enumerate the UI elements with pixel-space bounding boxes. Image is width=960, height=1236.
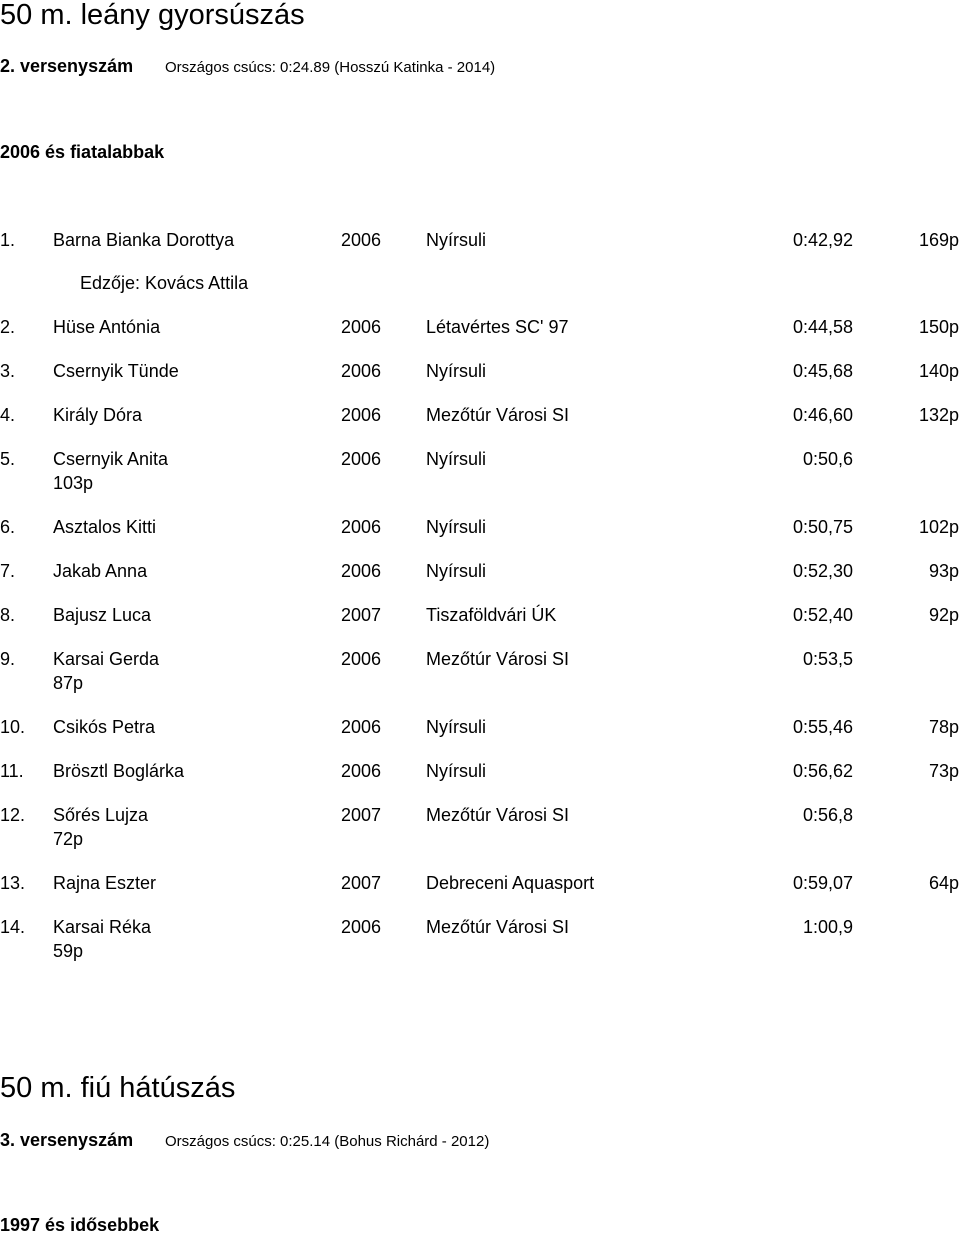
event-number: 2. versenyszám <box>0 56 134 76</box>
club: Létavértes SC' 97 <box>426 317 569 337</box>
time: 0:56,62 <box>792 761 853 781</box>
club: Mezőtúr Városi SI <box>426 917 570 937</box>
place: 5. <box>0 449 16 469</box>
birth-year: 2007 <box>341 605 382 625</box>
swimmer-name: Sőrés Lujza <box>53 805 149 825</box>
birth-year: 2007 <box>341 873 382 893</box>
place: 2. <box>0 317 16 337</box>
result-row <box>0 716 960 746</box>
time: 0:50,6 <box>802 449 853 469</box>
club: Nyírsuli <box>426 361 487 381</box>
swimmer-name: Barna Bianka Dorottya <box>53 230 235 250</box>
swimmer-name: Karsai Réka <box>53 917 152 937</box>
birth-year: 2006 <box>341 561 382 581</box>
event-number: 3. versenyszám <box>0 1130 134 1150</box>
birth-year: 2006 <box>341 649 382 669</box>
points: 78p <box>928 717 959 737</box>
swimmer-name: Karsai Gerda <box>53 649 160 669</box>
club: Nyírsuli <box>426 717 487 737</box>
points: 150p <box>918 317 959 337</box>
result-row <box>0 760 960 790</box>
time: 0:46,60 <box>792 405 853 425</box>
swimmer-name: Csikós Petra <box>53 717 156 737</box>
national-record: Országos csúcs: 0:24.89 (Hosszú Katinka - 2014) <box>165 59 496 76</box>
birth-year: 2006 <box>341 361 382 381</box>
birth-year: 2006 <box>341 761 382 781</box>
points: 169p <box>918 230 959 250</box>
birth-year: 2006 <box>341 405 382 425</box>
swimmer-name: Brösztl Boglárka <box>53 761 185 781</box>
club: Nyírsuli <box>426 449 487 469</box>
result-row <box>0 516 960 546</box>
birth-year: 2007 <box>341 805 382 825</box>
swimmer-name: Bajusz Luca <box>53 605 152 625</box>
points: 132p <box>918 405 959 425</box>
points: 140p <box>918 361 959 381</box>
time: 0:56,8 <box>802 805 853 825</box>
birth-year: 2006 <box>341 449 382 469</box>
place: 12. <box>0 805 26 825</box>
place: 7. <box>0 561 16 581</box>
result-row <box>0 604 960 634</box>
birth-year: 2006 <box>341 230 382 250</box>
points: 59p <box>53 941 84 961</box>
swimmer-name: Csernyik Tünde <box>53 361 179 381</box>
place: 13. <box>0 873 26 893</box>
place: 9. <box>0 649 16 669</box>
place: 11. <box>0 761 24 781</box>
club: Mezőtúr Városi SI <box>426 805 570 825</box>
result-row <box>0 360 960 390</box>
club: Nyírsuli <box>426 561 487 581</box>
points: 73p <box>928 761 959 781</box>
result-row <box>0 448 960 498</box>
place: 3. <box>0 361 16 381</box>
swimmer-name: Jakab Anna <box>53 561 148 581</box>
time: 0:52,40 <box>792 605 853 625</box>
place: 1. <box>0 230 16 250</box>
points: 103p <box>53 473 94 493</box>
time: 0:44,58 <box>792 317 853 337</box>
result-row <box>0 916 960 966</box>
club: Tiszaföldvári ÚK <box>426 605 557 625</box>
club: Debreceni Aquasport <box>426 873 595 893</box>
coach-line: Edzője: Kovács Attila <box>80 273 249 293</box>
age-group: 1997 és idősebbek <box>0 1215 160 1235</box>
points: 92p <box>928 605 959 625</box>
time: 0:50,75 <box>792 517 853 537</box>
place: 8. <box>0 605 16 625</box>
club: Mezőtúr Városi SI <box>426 405 570 425</box>
national-record: Országos csúcs: 0:25.14 (Bohus Richárd - 2012) <box>165 1133 490 1150</box>
time: 0:42,92 <box>792 230 853 250</box>
swimmer-name: Király Dóra <box>53 405 143 425</box>
event-title: 50 m. leány gyorsúszás <box>0 0 305 31</box>
swimmer-name: Hüse Antónia <box>53 317 161 337</box>
result-row <box>0 404 960 434</box>
place: 6. <box>0 517 16 537</box>
time: 0:45,68 <box>792 361 853 381</box>
swimmer-name: Rajna Eszter <box>53 873 157 893</box>
swimmer-name: Csernyik Anita <box>53 449 169 469</box>
points: 72p <box>53 829 84 849</box>
event-title: 50 m. fiú hátúszás <box>0 1072 236 1104</box>
time: 0:55,46 <box>792 717 853 737</box>
points: 93p <box>928 561 959 581</box>
points: 64p <box>928 873 959 893</box>
place: 10. <box>0 717 26 737</box>
points: 87p <box>53 673 84 693</box>
swimmer-name: Asztalos Kitti <box>53 517 157 537</box>
time: 0:53,5 <box>802 649 853 669</box>
club: Nyírsuli <box>426 517 487 537</box>
place: 14. <box>0 917 26 937</box>
time: 0:52,30 <box>792 561 853 581</box>
points: 102p <box>918 517 959 537</box>
club: Nyírsuli <box>426 761 487 781</box>
place: 4. <box>0 405 16 425</box>
result-row <box>0 560 960 590</box>
birth-year: 2006 <box>341 917 382 937</box>
result-row <box>0 872 960 902</box>
result-row <box>0 648 960 698</box>
birth-year: 2006 <box>341 517 382 537</box>
time: 1:00,9 <box>802 917 853 937</box>
age-group: 2006 és fiatalabbak <box>0 142 165 162</box>
result-row <box>0 804 960 854</box>
club: Mezőtúr Városi SI <box>426 649 570 669</box>
result-row <box>0 229 960 259</box>
club: Nyírsuli <box>426 230 487 250</box>
time: 0:59,07 <box>792 873 853 893</box>
result-row <box>0 316 960 346</box>
birth-year: 2006 <box>341 317 382 337</box>
birth-year: 2006 <box>341 717 382 737</box>
